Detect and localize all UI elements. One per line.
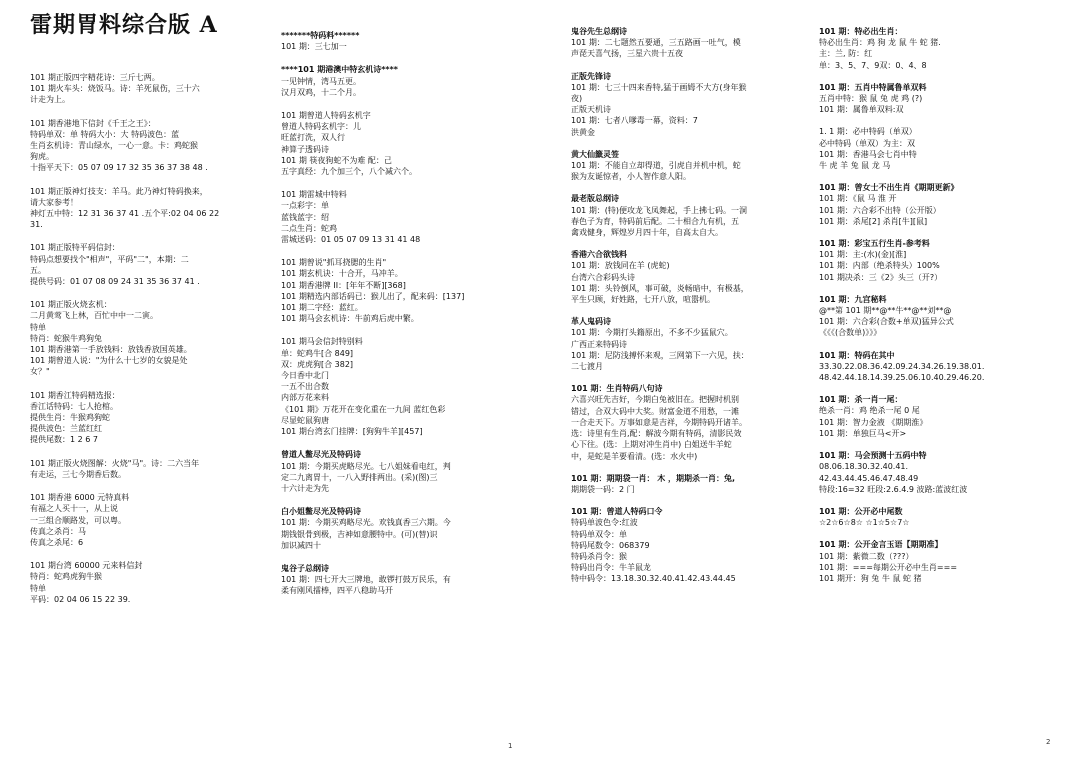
text-line: 《《《(合数单)》》》 bbox=[819, 328, 882, 338]
text-line: 101 期：主:(水)(金)[淮] bbox=[819, 250, 907, 260]
text-block bbox=[819, 294, 1049, 339]
text-line: 101 期：五肖中特属鲁单双料 bbox=[819, 82, 927, 92]
text-line: 六喜兴旺先吉好，今期白兔被旧在。把握时机别 bbox=[571, 395, 739, 405]
text-line: 五。 bbox=[30, 265, 46, 275]
text-line: 狗虎。 bbox=[30, 152, 54, 162]
text-line: 正版先锋诗 bbox=[571, 71, 611, 81]
text-line: 猴为友诞惊者，小人智作意人阳。 bbox=[571, 172, 691, 182]
text-line: 神灯五中特：12 31 36 37 41 .五个平:02 04 06 22 bbox=[30, 209, 220, 219]
text-line: 101 期：二七题然五要通，三五路画一吐气，模 bbox=[571, 38, 741, 48]
text-line: 101 期：九宫秘料 bbox=[819, 294, 887, 304]
text-line: 加识减四十 bbox=[281, 540, 321, 550]
text-line: 101 期二字经：蓝红。 bbox=[281, 303, 363, 313]
text-line: @**第 101 期**@**牛**@**刘**@ bbox=[819, 306, 952, 316]
text-block bbox=[819, 506, 1049, 528]
text-line: ****101 期港澳中特玄机诗**** bbox=[281, 65, 398, 75]
text-line: 101 期：今期打头籍原出，不多不少猛鼠穴。 bbox=[571, 328, 733, 338]
text-line: 曾道人特码玄机字：儿 bbox=[281, 122, 361, 132]
text-line: 101 期：特必出生肖： bbox=[819, 27, 903, 36]
text-line: 特肖：蛇鸡虎狗牛猴 bbox=[30, 572, 102, 582]
text-block bbox=[819, 26, 1049, 71]
text-line: 黄大仙籤灵签 bbox=[571, 149, 619, 159]
text-line: 十六计走为先 bbox=[281, 483, 329, 493]
text-line: 请大家参考！ bbox=[30, 197, 78, 207]
text-line: 白小姐鳖尽光及特码诗 bbox=[281, 507, 361, 517]
text-block bbox=[281, 64, 523, 98]
text-line: 101 期：生肖特码八句诗 bbox=[571, 384, 663, 394]
text-block bbox=[281, 563, 523, 597]
text-line: 08.06.18.30.32.40.41. bbox=[819, 462, 909, 472]
text-line: 101 期香江特码精选报： bbox=[30, 390, 120, 400]
text-line: 特中码令：13.18.30.32.40.41.42.43.44.45 bbox=[571, 574, 736, 584]
text-line: 特单 bbox=[30, 583, 46, 593]
text-line: 101 期：公开金言玉语【期期准】 bbox=[819, 540, 943, 550]
text-line: 101 期：内部（绝杀特头）100% bbox=[819, 261, 940, 271]
text-line: 单：蛇鸡牛[合 849] bbox=[281, 348, 354, 358]
text-line: 平生只顾，好姓路，七开八放，喧嚣机。 bbox=[571, 295, 715, 305]
text-line: 特码点想要找个"相声"，平码"二"，本期：二 bbox=[30, 254, 189, 264]
text-line: 101 期：不能自立却得道，引虎自并机中机，蛇 bbox=[571, 161, 741, 171]
text-line: 春色子为育，特码前后配。二十相合九有机，五 bbox=[571, 216, 739, 226]
text-line: 定二九离胃十，一八入野排两出。(采)(图)三 bbox=[281, 472, 438, 482]
text-line: 特码单双令：单 bbox=[571, 529, 627, 539]
text-line: 旺蓝打洗，双人行 bbox=[281, 133, 345, 143]
text-block bbox=[281, 449, 523, 494]
text-line: 101 期精选内部话码已：猴儿出了，配来码：[137] bbox=[281, 291, 465, 301]
text-line: 101 期：公开必中尾数 bbox=[819, 506, 903, 516]
text-line: 选：诗里有生肖,配：解波今期有特码，清影民效 bbox=[571, 429, 742, 439]
text-line: 提供波色：兰蓝红红 bbox=[30, 424, 102, 434]
text-line: 31. bbox=[30, 220, 43, 230]
text-line: 提供号码：01 07 08 09 24 31 35 36 37 41 . bbox=[30, 277, 200, 287]
text-line: 绝杀一肖：鸡 绝杀一尾 0 尾 bbox=[819, 406, 920, 416]
text-line: 中，是蛇是羊要看清。(选：水火中) bbox=[571, 451, 698, 461]
text-line: 101 期雷城中特料 bbox=[281, 190, 347, 200]
text-line: 101 期：六合彩不出特（公开版） bbox=[819, 205, 941, 215]
text-line: 单：3、5、7、9双：0、4、8 bbox=[819, 60, 927, 70]
text-line: 101 期台湾玄门挂牌：[狗狗牛羊][457] bbox=[281, 427, 423, 437]
page-number-1: 1 bbox=[508, 742, 513, 750]
text-line: 101 期马会信封特别料 bbox=[281, 337, 363, 347]
text-block bbox=[281, 30, 523, 52]
text-line: 平码：02 04 06 15 22 39. bbox=[30, 594, 131, 604]
text-block bbox=[571, 193, 807, 238]
text-line: 101 期正版四字精花诗：三斤七两。 bbox=[30, 73, 160, 82]
text-line: 最老版总纲诗 bbox=[571, 194, 619, 204]
text-line: 101 期决杀：三《2》头三（开?） bbox=[819, 272, 943, 282]
text-line: 33.30.22.08.36.42.09.24.34.26.19.38.01. bbox=[819, 361, 985, 371]
text-block bbox=[819, 238, 1049, 283]
text-line: 101 期：放钱同在羊 (虎蛇) bbox=[571, 261, 670, 271]
text-line: 101 期：属鲁单双料:双 bbox=[819, 105, 904, 115]
text-line: 101 期：紫微二数（???） bbox=[819, 551, 914, 561]
text-line: 101 期：四七开大三牌地，敢锣打鼓万民乐，有 bbox=[281, 575, 451, 585]
text-block bbox=[30, 390, 262, 446]
text-block bbox=[281, 336, 523, 437]
text-line: 有福之人买十一，从上说 bbox=[30, 504, 118, 514]
text-line: 期钱银骨到极，吉神如意腰特中。(可)(替)识 bbox=[281, 529, 438, 539]
text-block bbox=[281, 506, 523, 551]
text-block bbox=[571, 473, 807, 495]
text-line: 特码单双：单 特码大小：大 特码波色：蓝 bbox=[30, 129, 180, 139]
text-line: 提供尾数：1 2 6 7 bbox=[30, 435, 98, 445]
text-line: 一三组合顺路发，可以粤。 bbox=[30, 515, 126, 525]
text-block bbox=[571, 316, 807, 372]
text-line: 101 期：头铃倒风，事可破，炎畅暗中，有极基， bbox=[571, 283, 749, 293]
text-line: 101 期正版特平码信封： bbox=[30, 243, 120, 253]
text-line: 101 期：七者八嗲毒一幕，资料：7 bbox=[571, 116, 698, 126]
text-line: 101 期正版火烧玄机： bbox=[30, 300, 112, 310]
text-block bbox=[819, 126, 1049, 171]
text-line: 生肖玄机诗：青山绿水，一心一意。卡：鸡蛇猴 bbox=[30, 141, 198, 151]
text-block bbox=[30, 299, 262, 377]
text-line: 曾道人鳖尽光及特码诗 bbox=[281, 450, 361, 460]
text-line: 神算子透码诗 bbox=[281, 144, 329, 154]
text-line: 今日香中北门 bbox=[281, 371, 329, 381]
text-line: 二七渡月 bbox=[571, 362, 603, 372]
text-line: 101 期 筷夜狗蛇不为难 配：己 bbox=[281, 155, 392, 165]
text-block bbox=[30, 118, 262, 174]
text-block bbox=[281, 189, 523, 245]
text-line: 1. 1 期：必中特码（单双） bbox=[819, 127, 917, 137]
text-line: 牛 虎 羊 兔 鼠 龙 马 bbox=[819, 161, 891, 171]
text-line: 101 期马会玄机诗：牛前鸡后虎中繁。 bbox=[281, 314, 419, 324]
text-line: 主：兰, 防：红 bbox=[819, 49, 873, 59]
text-line: 一合走天下。万事如意是吉祥，今期特码开诸羊。 bbox=[571, 417, 747, 427]
text-line: 必中特码（单双）为主：双 bbox=[819, 138, 915, 148]
text-line: 101 期开：狗 兔 牛 鼠 蛇 猪 bbox=[819, 573, 922, 583]
text-line: 101 期：三七加一 bbox=[281, 42, 347, 52]
text-line: 心下往。(选：上期对冲生肖中) 白姐送牛羊蛇 bbox=[571, 440, 732, 450]
text-line: 传真之杀尾：6 bbox=[30, 537, 84, 547]
text-block bbox=[571, 71, 807, 138]
text-line: 101 期：《鼠 马 淮 开 bbox=[819, 194, 897, 204]
page-title: 雷期胃料综合版 A bbox=[30, 12, 218, 38]
text-block bbox=[281, 257, 523, 324]
text-line: *******特码料****** bbox=[281, 31, 360, 40]
text-line: 特码单波色令:红波 bbox=[571, 518, 638, 528]
text-line: 101 期：香港马会七肖中特 bbox=[819, 149, 917, 159]
text-line: 101 期：智力金液 《期期淮》 bbox=[819, 417, 928, 427]
text-line: 柔有刚风擂棒，四平八稳助马开 bbox=[281, 586, 393, 596]
text-block bbox=[819, 450, 1049, 495]
text-line: 台湾六合彩码头诗 bbox=[571, 272, 635, 282]
text-line: 101 期：特码在其中 bbox=[819, 350, 895, 360]
text-line: 特肖：蛇猴牛鸡狗兔 bbox=[30, 333, 102, 343]
text-line: 101 期香港牌 II：[年年不断][368] bbox=[281, 280, 406, 290]
text-line: 尽显蛇鼠狗唐 bbox=[281, 415, 329, 425]
text-block bbox=[819, 350, 1049, 384]
text-line: 101 期：杀一肖一尾： bbox=[819, 395, 903, 405]
text-line: 101 期香港第一手放钱料：放钱香放国英雄。 bbox=[30, 345, 192, 355]
text-line: 革人鬼码诗 bbox=[571, 317, 611, 327]
text-line: 特单 bbox=[30, 322, 46, 332]
text-line: 48.42.44.18.14.39.25.06.10.40.29.46.20. bbox=[819, 373, 985, 383]
text-line: 特必出生肖：鸡 狗 龙 鼠 牛 蛇 猪. bbox=[819, 38, 941, 48]
text-line: 《101 期》万花开在变化重在一九间 蓝红色彩 bbox=[281, 404, 446, 414]
text-line: 洪黄金 bbox=[571, 127, 595, 137]
text-block bbox=[30, 458, 262, 480]
text-line: 101 期香港地下信封《千王之王》： bbox=[30, 118, 156, 128]
text-line: 二月黄莺飞上林，百忙中中一二寅。 bbox=[30, 311, 158, 321]
text-line: 101 期正版火烧图解：火烧"马"。诗：二六当年 bbox=[30, 458, 200, 468]
text-line: ☆2☆6☆8☆ ☆1☆5☆7☆ bbox=[819, 518, 910, 528]
text-line: 101 期玄机诀：十合开，马冲羊。 bbox=[281, 269, 403, 279]
text-block bbox=[281, 110, 523, 177]
text-block bbox=[30, 560, 262, 605]
text-line: 提供生肖：牛猴鸡狗蛇 bbox=[30, 413, 110, 423]
text-line: 女？" bbox=[30, 367, 50, 377]
column-2 bbox=[281, 30, 523, 597]
text-line: 鬼谷子总纲诗 bbox=[281, 563, 329, 573]
text-line: 错过，合双大码中大奖。财富金道不用愁，一滩 bbox=[571, 406, 739, 416]
text-line: 101 期：今期买鸡略尽光。欢钱真香三六期。今 bbox=[281, 518, 451, 528]
text-line: 101 期：(特)便攻龙飞凤舞起，手上拂七码。一洞 bbox=[571, 205, 748, 215]
text-line: 101 期曾道人特码玄机字 bbox=[281, 111, 371, 121]
text-block bbox=[571, 506, 807, 584]
text-line: 计走为上。 bbox=[30, 95, 70, 105]
text-line: 广西正来特码诗 bbox=[571, 339, 627, 349]
text-line: 五肖中特：猴 鼠 兔 虎 鸡 (?) bbox=[819, 94, 923, 104]
text-line: 汉月双鸡，十二个月。 bbox=[281, 87, 361, 97]
text-line: 一点彩字：单 bbox=[281, 201, 329, 211]
text-line: 101 期：六合彩(合数+单双)猛异公式 bbox=[819, 317, 954, 327]
text-line: 101 期：彩宝五行生肖-参考料 bbox=[819, 239, 930, 249]
column-1 bbox=[30, 72, 262, 605]
text-block bbox=[571, 149, 807, 183]
text-line: 101 期：单独巨马<开> bbox=[819, 428, 907, 438]
text-block bbox=[30, 242, 262, 287]
text-line: 101 期香港 6000 元特真料 bbox=[30, 493, 130, 503]
text-block bbox=[571, 249, 807, 305]
column-3 bbox=[571, 26, 807, 585]
text-line: 夜) bbox=[571, 94, 583, 104]
text-line: 特码尾数令：068379 bbox=[571, 540, 650, 550]
text-block bbox=[30, 492, 262, 548]
text-line: 101 期：马会预测十五码中特 bbox=[819, 451, 927, 461]
text-line: 内部万花来料 bbox=[281, 393, 329, 403]
text-line: 一五不出合数 bbox=[281, 382, 329, 392]
text-line: 期期袋一码：2 门 bbox=[571, 484, 635, 494]
text-line: 鬼谷先生总纲诗 bbox=[571, 27, 627, 36]
text-line: 双：虎虎狗[合 382] bbox=[281, 359, 354, 369]
text-line: 正版天机诗 bbox=[571, 105, 611, 115]
column-4 bbox=[819, 26, 1049, 584]
text-line: 有走运，三七今期香后数。 bbox=[30, 469, 126, 479]
text-line: 101 期：七三十四来香特,猛于画姆不大方(身年猴 bbox=[571, 82, 747, 92]
text-line: 蓝钱蓝字：绍 bbox=[281, 212, 329, 222]
text-line: 特码出肖令：牛羊鼠龙 bbox=[571, 563, 651, 573]
text-line: 五字真经：九个加三个，八个减六个。 bbox=[281, 167, 417, 177]
text-line: 42.43.44.45.46.47.48.49 bbox=[819, 473, 919, 483]
text-line: 香江话特码：七人抢棺。 bbox=[30, 401, 118, 411]
text-line: 特段:16=32 旺段:2.6.4.9 波路:蓝波红波 bbox=[819, 484, 968, 494]
text-line: 禽戏健身，辉煌岁月四十年，自高太自大。 bbox=[571, 228, 723, 238]
text-line: 香港六合欲钱料 bbox=[571, 250, 627, 260]
page-number-2: 2 bbox=[1046, 738, 1051, 746]
text-block bbox=[819, 182, 1049, 227]
text-line: 101 期台湾 60000 元来料信封 bbox=[30, 561, 143, 571]
text-block bbox=[819, 82, 1049, 116]
text-line: 一见钟情，湾马五更。 bbox=[281, 76, 361, 86]
text-line: 十指平天下：05 07 09 17 32 35 36 37 38 48 . bbox=[30, 163, 208, 173]
text-line: 101 期正版神灯技支：羊马。此乃神灯特码换来， bbox=[30, 186, 208, 196]
text-block bbox=[30, 186, 262, 231]
text-block bbox=[571, 26, 807, 60]
text-line: 101 期曾说"抓耳挠腮的生肖" bbox=[281, 258, 387, 268]
text-line: 101 期：曾女士不出生肖《期期更新》 bbox=[819, 183, 959, 193]
text-block bbox=[30, 72, 262, 106]
text-line: 101 期：杀尾[2] 杀肖[牛][鼠] bbox=[819, 216, 928, 226]
text-line: 101 期曾道人说："为什么十七岁的女貌是处 bbox=[30, 356, 188, 366]
text-line: 雷城送码：01 05 07 09 13 31 41 48 bbox=[281, 235, 421, 245]
text-line: 101 期：尼防浅搏怀来观，三网第下一六见，扶： bbox=[571, 350, 749, 360]
text-line: 101 期：今期买虎略尽光。七八姐妹看电红，判 bbox=[281, 461, 451, 471]
text-block bbox=[819, 394, 1049, 439]
text-line: 101 期：曾道人特码口令 bbox=[571, 507, 663, 517]
text-line: 声琵天喜气扬，三星六贵十五夜 bbox=[571, 49, 683, 59]
text-line: 101 期：期期袋一肖： 木 ，期期杀一肖：兔, bbox=[571, 473, 736, 483]
text-line: 101 期火车头：烧饭马。诗：羊死鼠伤，三十六 bbox=[30, 84, 200, 94]
text-block bbox=[571, 383, 807, 461]
text-line: 101 期：===每期公开必中生肖=== bbox=[819, 562, 958, 572]
text-line: 二点生肖：蛇鸡 bbox=[281, 223, 337, 233]
text-block bbox=[819, 539, 1049, 584]
text-line: 传真之杀肖：马 bbox=[30, 526, 86, 536]
text-line: 特码杀肖令：猴 bbox=[571, 551, 627, 561]
